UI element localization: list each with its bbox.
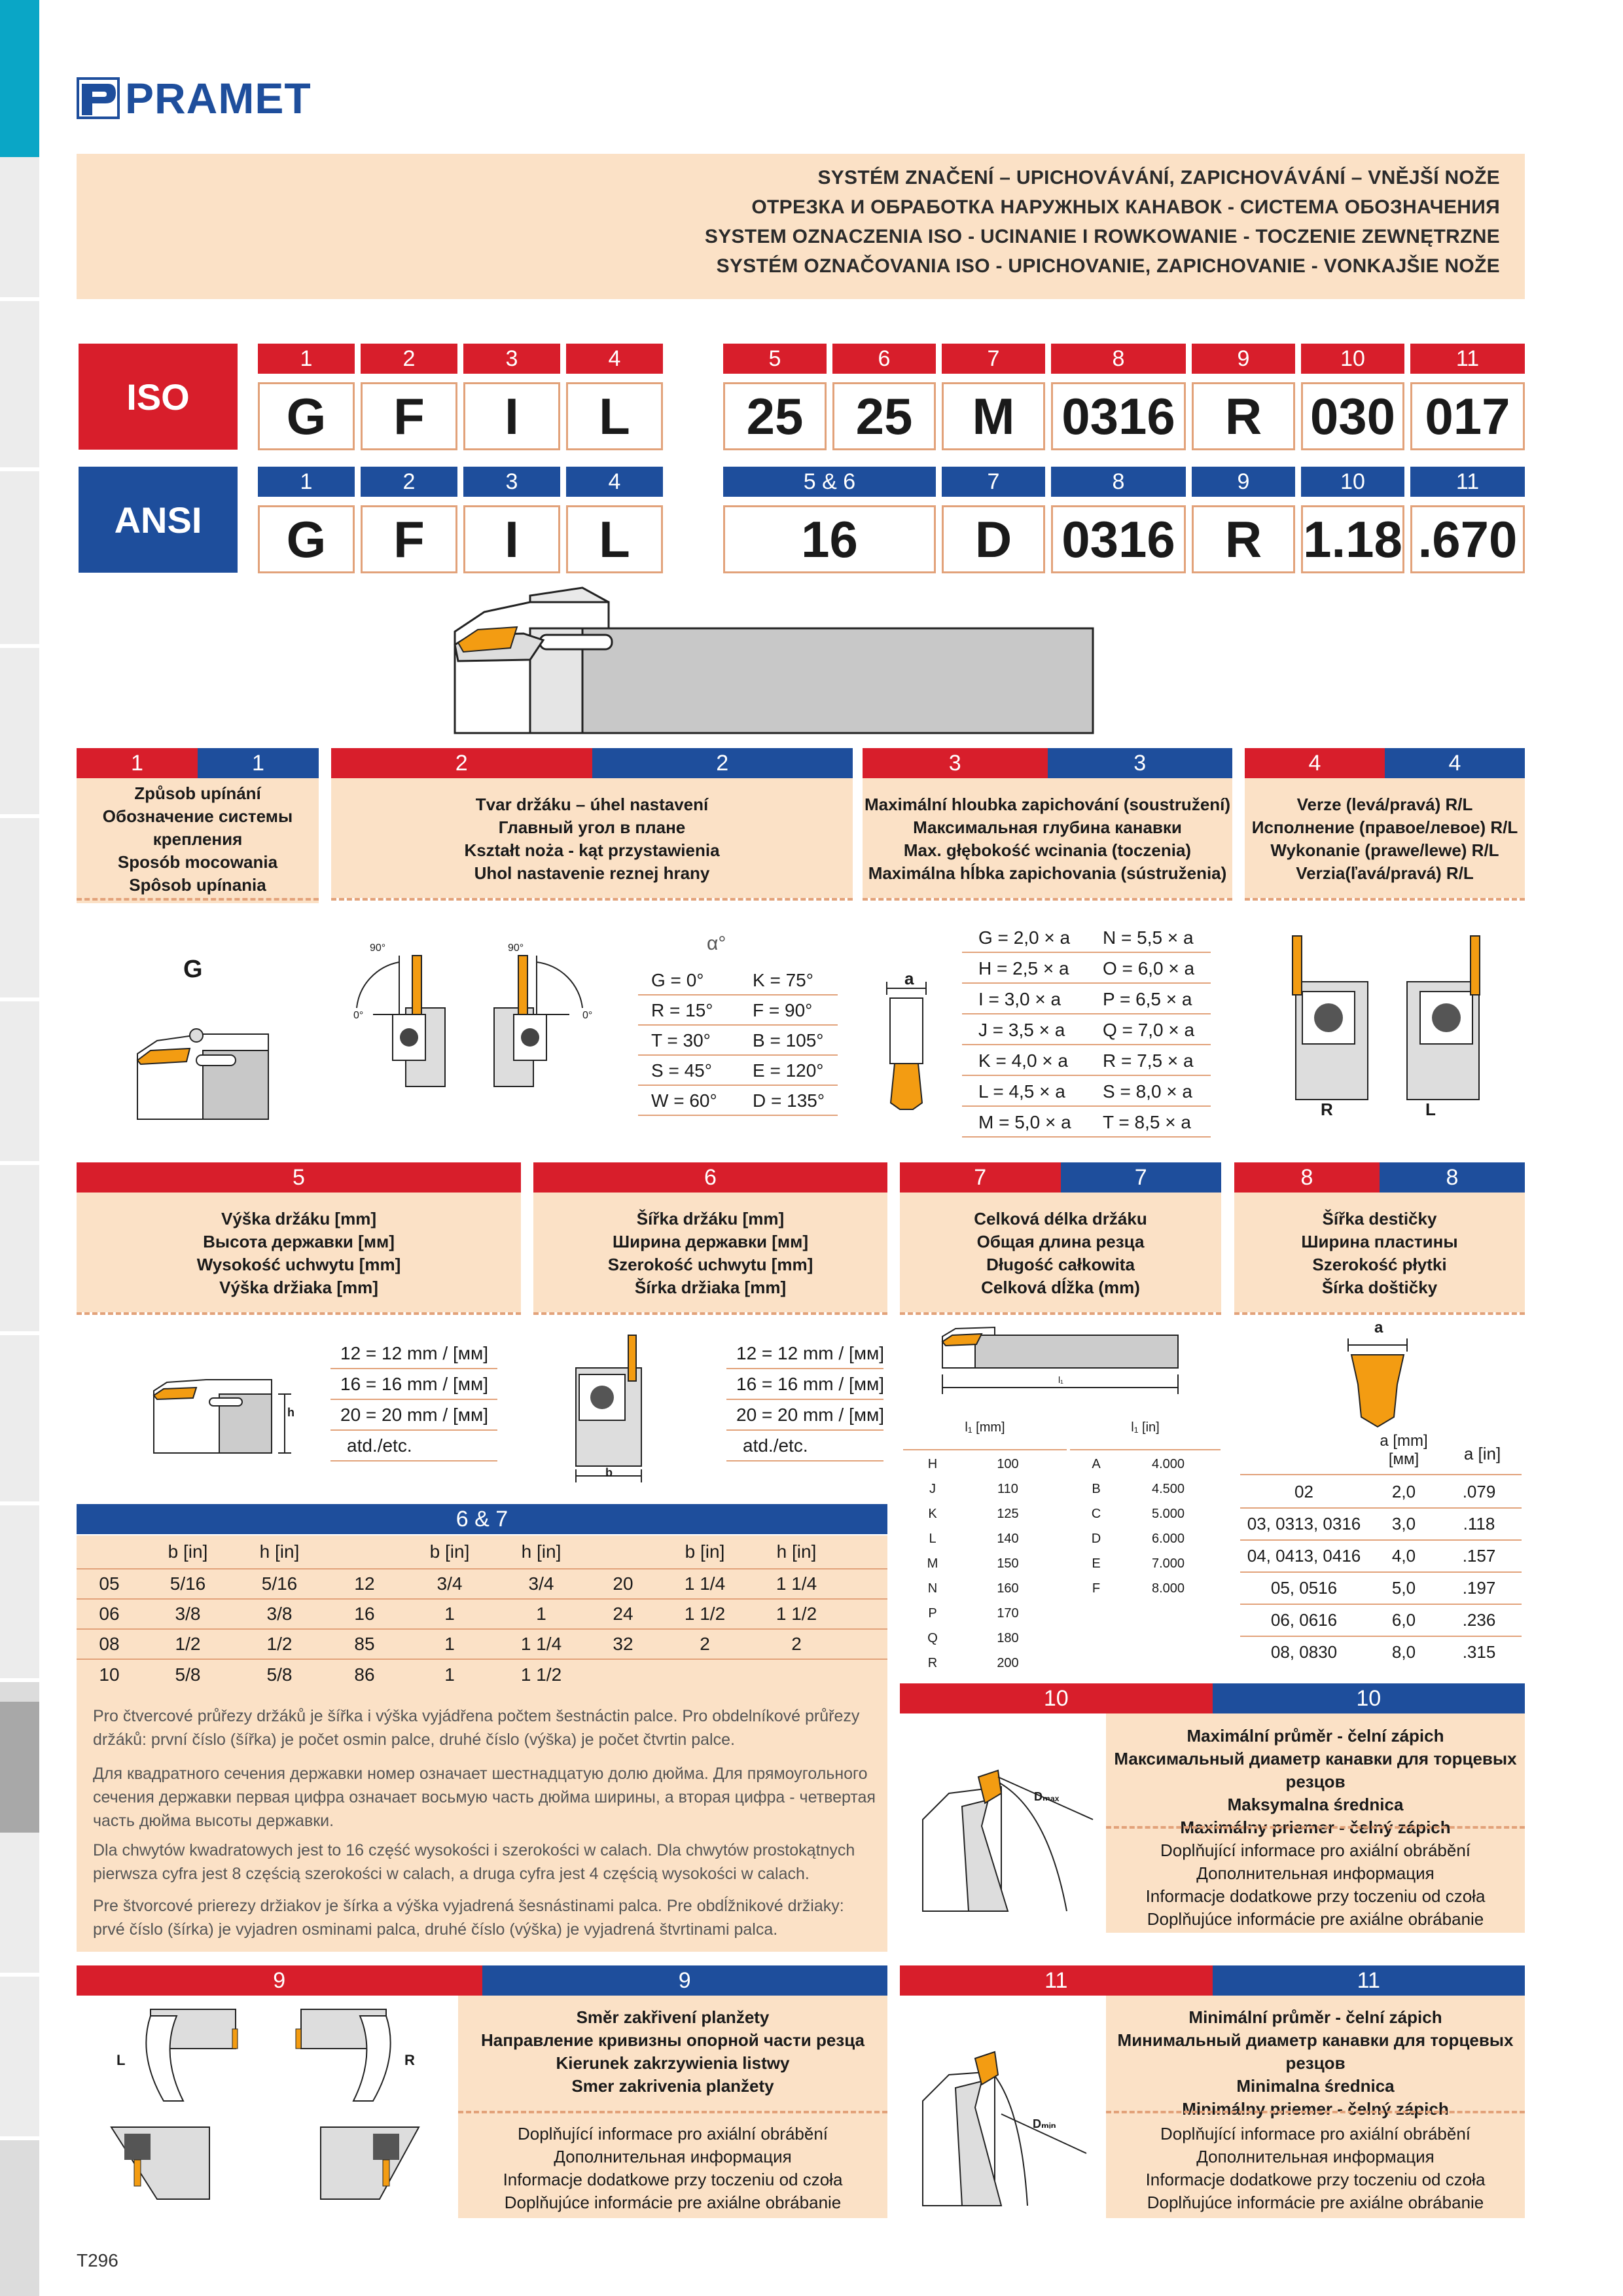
- page-number: T296: [77, 2250, 118, 2270]
- sec7-header: 7 7: [900, 1162, 1221, 1193]
- iso-val-1: G: [258, 382, 355, 450]
- sec1-letter: G: [183, 956, 203, 983]
- iso-val-10: 030: [1301, 382, 1404, 450]
- sec7-text: Celková délka držáku Общая длина резца Długość całkowita Celková dĺžka (mm): [974, 1209, 1147, 1297]
- sec5-header: 5: [77, 1162, 521, 1193]
- tool-holder-illustration: [432, 583, 1139, 740]
- sec9-text: Směr zakřivení planžety Направление кривизны опорной части резца Kierunek zakrzywienia listwy Smer zakrivenia planžety: [481, 2007, 865, 2096]
- ansi-pos-8: 8: [1051, 467, 1186, 497]
- sec3-insert-illustration: [880, 969, 939, 1119]
- angle-label-2: 90°: [508, 942, 524, 954]
- sec6-header: 6: [533, 1162, 887, 1193]
- table-row: 05 5/16 5/16 12 3/4 3/4 20 1 1/4 1 1/4: [77, 1570, 887, 1600]
- ansi-pos-2: 2: [361, 467, 457, 497]
- table-row: 08 1/2 1/2 85 1 1 1/4 32 2 2: [77, 1630, 887, 1660]
- sec4-header: 4 4: [1245, 748, 1525, 778]
- iso-pos-11: 11: [1410, 344, 1525, 374]
- iso-val-9: R: [1192, 382, 1295, 450]
- sec4-hand-illustration: [1283, 929, 1499, 1106]
- iso-pos-1: 1: [258, 344, 355, 374]
- iso-pos-2: 2: [361, 344, 457, 374]
- sec11-text: Minimální průměr - čelní zápich Минимальный диаметр канавки для торцевых резцов Minimalna średnica Minimálny priemer - čelný zápich: [1117, 2007, 1514, 2119]
- sec3-header: 3 3: [863, 748, 1232, 778]
- sec2-angle-table: G = 0° K = 75° R = 15° F = 90° T = 30° B = 105° S = 45° E = 120° W = 60° D = 135°: [651, 970, 825, 1111]
- sec10-dmax-label: Dₘₐₓ: [1034, 1790, 1060, 1803]
- iso-val-3: I: [463, 382, 560, 450]
- ansi-pos-1: 1: [258, 467, 355, 497]
- iso-pos-5: 5: [723, 344, 827, 374]
- angle-label-1: 90°: [370, 942, 386, 954]
- sec8-a-label: a: [1374, 1319, 1383, 1336]
- sec10-text: Maximální průměr - čelní zápich Максимальный диаметр канавки для торцевых резцов Maksymalna średnica Maximálny priemer - čelný zápich: [1114, 1726, 1517, 1837]
- sec11-info: Doplňující informace pro axiální obrábění Дополнительная информация Informacje dodatkowe przy toczeniu od czoła Doplňujúce informácie pre axiálne obrábanie: [1145, 2124, 1486, 2212]
- sec8-col-mm: a [mm] [мм]: [1380, 1432, 1428, 1468]
- iso-val-7: M: [942, 382, 1045, 450]
- sec1-text: Způsob upínání Обозначение системы крепления Sposób mocowania Spôsob upínania: [102, 783, 293, 895]
- sec7-in-col: l₁ [in]: [1131, 1420, 1160, 1435]
- sec7-mm-table: H 100 J 110 K 125 L 140 M 150 N 160 P 170 Q 180 R 200: [903, 1427, 1067, 1676]
- table-row: 06 3/8 3/8 16 1 1 24 1 1/2 1 1/2: [77, 1600, 887, 1630]
- iso-pos-8: 8: [1051, 344, 1186, 374]
- sec8-col-in: a [in]: [1463, 1444, 1501, 1463]
- sec5-height-illustration: [147, 1368, 311, 1466]
- sec9-info: Doplňující informace pro axiální obrábění Дополнительная информация Informacje dodatkowe przy toczeniu od czoła Doplňujúce informácie pre axiálne obrábanie: [503, 2124, 843, 2212]
- ansi-val-10: 1.18: [1301, 505, 1404, 573]
- sec11-dmin-label: Dₘᵢₙ: [1033, 2117, 1056, 2130]
- angle-label-4: 0°: [582, 1010, 593, 1021]
- ansi-val-5-6: 16: [723, 505, 936, 573]
- ansi-val-9: R: [1192, 505, 1295, 573]
- sec9-r-label: R: [404, 2052, 415, 2068]
- sec2-header: 2 2: [331, 748, 853, 778]
- sec6-b-label: b: [605, 1466, 613, 1479]
- ansi-val-3: I: [463, 505, 560, 573]
- sec9-header: 9 9: [77, 1965, 887, 1996]
- iso-pos-6: 6: [832, 344, 936, 374]
- angle-label-3: 0°: [353, 1010, 364, 1021]
- sec67-header: 6 & 7: [77, 1504, 887, 1534]
- iso-val-5: 25: [723, 382, 827, 450]
- sec7-l1-label: l₁: [1058, 1374, 1063, 1385]
- ansi-pos-3: 3: [463, 467, 560, 497]
- title-sk: SYSTÉM OZNAČOVANIA ISO - UPICHOVANIE, ZAPICHOVANIE - VONKAJŠIE NOŽE: [716, 255, 1500, 277]
- sec2-text: Tvar držáku – úhel nastavení Главный угол в плане Kształt noża - kąt przystawienia Uhol nastavenie reznej hrany: [464, 795, 720, 883]
- sec6-width-list: 12 = 12 mm / [мм] 16 = 16 mm / [мм] 20 = 20 mm / [мм] atd./etc.: [736, 1343, 885, 1456]
- pramet-logo: [77, 74, 312, 122]
- sec3-depth-table: G = 2,0 × a N = 5,5 × a H = 2,5 × a O = 6,0 × a I = 3,0 × a P = 6,5 × a J = 3,5 × a Q = 7,0 × a K = 4,0 × a R = 7,5 × a L = 4,5 × a S = 8,0 × a M = 5,0 × a T = 8,5 × a: [978, 927, 1195, 1132]
- sec7-in-table: A 4.000 B 4.500 C 5.000 D 6.000 E 7.000 F 8.000: [1070, 1427, 1221, 1597]
- ansi-pos-10: 10: [1301, 467, 1404, 497]
- sec9-curvature-illustration: [85, 2003, 452, 2212]
- sec3-text: Maximální hloubka zapichování (soustružení) Максимальная глубина канавки Max. głębokość wcinania (toczenia) Maximálna hĺbka zapichovania (sústruženia): [864, 795, 1231, 883]
- ansi-pos-4: 4: [566, 467, 663, 497]
- pramet-logo-icon: [77, 77, 122, 120]
- ansi-val-11: .670: [1410, 505, 1525, 573]
- ansi-val-8: 0316: [1051, 505, 1186, 573]
- ansi-pos-9: 9: [1192, 467, 1295, 497]
- iso-val-4: L: [566, 382, 663, 450]
- iso-label: ISO: [79, 344, 238, 450]
- sec5-text: Výška držáku [mm] Высота державки [мм] Wysokość uchwytu [mm] Výška držiaka [mm]: [196, 1209, 401, 1297]
- sec5-height-list: 12 = 12 mm / [мм] 16 = 16 mm / [мм] 20 = 20 mm / [мм] atd./etc.: [340, 1343, 489, 1456]
- sec8-header: 8 8: [1234, 1162, 1525, 1193]
- ansi-val-1: G: [258, 505, 355, 573]
- sec11-header: 11 11: [900, 1965, 1525, 1996]
- title-cz: SYSTÉM ZNAČENÍ – UPICHOVÁVÁNÍ, ZAPICHOVÁVÁNÍ – VNĚJŠÍ NOŽE: [817, 167, 1500, 188]
- iso-val-2: F: [361, 382, 457, 450]
- sec8-text: Šířka destičky Ширина пластины Szerokość płytki Šírka doštičky: [1301, 1209, 1458, 1297]
- sec7-mm-col: l₁ [mm]: [965, 1420, 1005, 1435]
- iso-pos-9: 9: [1192, 344, 1295, 374]
- sec5-h-label: h: [287, 1406, 294, 1419]
- sec9-l-label: L: [116, 2052, 126, 2068]
- sec67-notes: Pro čtvercové průřezy držáků je šířka i výška vyjádřena počtem šestnáctin palce. Pro obdelníkové průřezy držáků: první číslo (šířka) je počet osmin palce, druhé číslo (výška) je počet čtvrtin palce. Для квадратного сечения державки номер означает шестнадцатую долю дюйма. Для прямоугольного сечения державки первая цифра означает восьмую часть дюйма ширины, а вторая цифра - четвертая часть дюйма высоты державки. Dla chwytów kwadratowych jest to 16 część wysokości i szerokości w calach. Dla chwytów prostokątnych pierwsza cyfra jest 8 częścią szerokości w calach, a druga cyfra jest 4 częścią wysokości w calach. Pre štvorcové prierezy držiakov je šírka a výška vyjadrená šesnástinami palca. Pre obdĺžnikové držiaky: prvé číslo (šírka) je vyjadren osminami palca, druhé číslo (výška) je vyjadrená štvrtinami palca.: [77, 1698, 887, 1952]
- ansi-label: ANSI: [79, 467, 238, 573]
- ansi-val-7: D: [942, 505, 1045, 573]
- sec1-clamp-illustration: [124, 1014, 275, 1126]
- sec7-length-illustration: [936, 1322, 1191, 1401]
- sec2-angle-illustration: [347, 942, 622, 1113]
- sec10-dmax-illustration: [910, 1741, 1099, 1918]
- alpha-symbol: α°: [707, 933, 726, 954]
- sec4-r-label: R: [1321, 1100, 1333, 1119]
- sec1-header: 1 1: [77, 748, 319, 778]
- iso-pos-10: 10: [1301, 344, 1404, 374]
- sec6-text: Šířka držáku [mm] Ширина державки [мм] Szerokość uchwytu [mm] Šírka držiaka [mm]: [607, 1209, 813, 1297]
- title-banner: [77, 154, 1525, 299]
- page-edge-tabs: [0, 0, 39, 2296]
- ansi-val-4: L: [566, 505, 663, 573]
- iso-pos-7: 7: [942, 344, 1045, 374]
- title-ru: ОТРЕЗКА И ОБРАБОТКА НАРУЖНЫХ КАНАВОК - СИСТЕМА ОБОЗНАЧЕНИЯ: [751, 196, 1500, 218]
- iso-val-11: 017: [1410, 382, 1525, 450]
- iso-pos-3: 3: [463, 344, 560, 374]
- iso-pos-4: 4: [566, 344, 663, 374]
- ansi-pos-11: 11: [1410, 467, 1525, 497]
- sec3-a-label: a: [904, 969, 914, 988]
- title-pl: SYSTEM OZNACZENIA ISO - UCINANIE I ROWKOWANIE - TOCZENIE ZEWNĘTRZNE: [704, 226, 1500, 247]
- sec8-width-table: 02 2,0 .079 03, 0313, 0316 3,0 .118 04, 0413, 0416 4,0 .157 05, 0516 5,0 .197 06, 0616 6,0 .236 08, 0830 8,0 .315: [1240, 1477, 1522, 1668]
- sec11-dmin-illustration: [910, 2049, 1099, 2212]
- brand-name: PRAMET: [125, 74, 312, 122]
- ansi-pos-5-6: 5 & 6: [723, 467, 936, 497]
- ansi-pos-7: 7: [942, 467, 1045, 497]
- sec10-header: 10 10: [900, 1683, 1525, 1713]
- iso-val-6: 25: [832, 382, 936, 450]
- sec4-text: Verze (levá/pravá) R/L Исполнение (правое/левое) R/L Wykonanie (prawe/lewe) R/L Verzia(ľavá/pravá) R/L: [1251, 795, 1518, 883]
- iso-val-8: 0316: [1051, 382, 1186, 450]
- sec67-table: b [in] h [in] b [in] h [in] b [in] h [in] 05 5/16 5/16 12 3/4 3/4 20 1 1/4 1 1/4 06 3/8 3/8 16 1 1 24 1 1/2 1 1/2 08 1/2 1/2 85 1 1 1/4 32 2 2 10 5/8 5/8 86 1 1 1/2: [77, 1535, 887, 1698]
- active-tab: [0, 0, 39, 157]
- sec10-info: Doplňující informace pro axiální obrábění Дополнительная информация Informacje dodatkowe przy toczeniu od czoła Doplňujúce informácie pre axiálne obrábanie: [1145, 1840, 1486, 1929]
- sec4-l-label: L: [1425, 1100, 1436, 1119]
- ansi-val-2: F: [361, 505, 457, 573]
- table-row: 10 5/8 5/8 86 1 1 1/2: [99, 1664, 562, 1685]
